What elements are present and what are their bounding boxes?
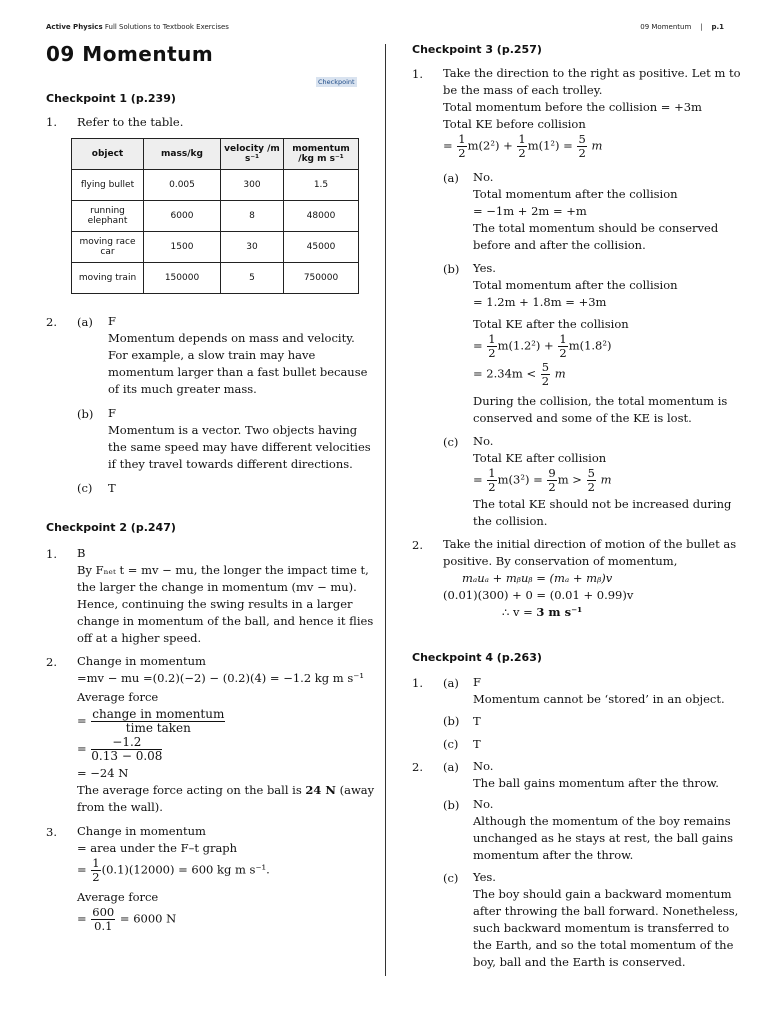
table-row — [72, 201, 359, 232]
explanation-line: if they travel towards different directions. — [108, 457, 353, 471]
term: m — [591, 138, 603, 153]
table-cell: 6000 — [144, 201, 221, 232]
conclusion-line: The total KE should not be increased during — [473, 497, 732, 511]
table-cell: 1500 — [144, 232, 221, 263]
denominator: 2 — [458, 146, 466, 160]
cp2-q1-number: 1. — [46, 547, 57, 561]
table-cell: 1.5 — [284, 170, 359, 201]
numerator: 1 — [518, 132, 526, 146]
cp2-q2-substitution: = $\frac{-1.2}{0.13 - 0.08}$ — [77, 735, 163, 763]
explanation-line: For example, a slow train may have — [108, 348, 316, 362]
numerator: 5 — [578, 132, 586, 146]
fraction — [457, 133, 466, 160]
cp3-ke-after-c: = $\frac{1}{2}$ m(3²) = $\frac{9}{2}$ m > $\frac{5}{2}$ m — [473, 466, 612, 494]
cp3-ke-after-b: = $\frac{1}{2}$ m(1.2²) + $\frac{1}{2}$ m(1.8²) — [473, 332, 612, 360]
header-subtitle: Full Solutions to Textbook Exercises — [104, 23, 229, 31]
cp4-q2c-label: (c) — [443, 871, 459, 885]
bold-answer: 3 m s⁻¹ — [536, 605, 583, 619]
fraction — [517, 133, 526, 160]
numerator: 9 — [548, 466, 556, 480]
text: (away — [339, 783, 375, 797]
cp3-q1b-answer — [473, 260, 678, 333]
table-cell: running elephant — [72, 201, 144, 232]
denominator: 2 — [92, 870, 100, 884]
text-line: Take the direction to the right as positive. Let m to — [443, 66, 741, 80]
working-line: Total KE after collision — [473, 451, 607, 465]
denominator: 2 — [548, 480, 556, 494]
fraction — [577, 133, 586, 160]
table-row — [72, 170, 359, 201]
answer-text: F — [108, 314, 116, 328]
cp1-q2a-answer — [108, 313, 367, 398]
table-cell: 300 — [221, 170, 284, 201]
result: = 6000 N — [119, 911, 177, 926]
denominator: 0.1 — [94, 919, 113, 933]
cp4-q2a-label: (a) — [443, 760, 459, 774]
fraction — [547, 467, 556, 494]
fraction — [587, 467, 596, 494]
cp2-q2-formula: = $\frac{\text{change in momentum}}{\text{time taken}}$ — [77, 707, 225, 735]
checkpoint2-heading: Checkpoint 2 (p.247) — [46, 521, 176, 534]
term: m — [600, 472, 612, 487]
answer-text: No. — [473, 759, 494, 773]
cp2-q3-average-force: = $\frac{600}{0.1}$ = 6000 N — [77, 905, 177, 933]
table-cell: 150000 — [144, 263, 221, 294]
denominator: 2 — [587, 480, 595, 494]
table-cell: flying bullet — [72, 170, 144, 201]
working-line: Take the initial direction of motion of the bullet as — [443, 537, 737, 551]
cp3-ke-before: = $\frac{1}{2}$ m(2²) + $\frac{1}{2}$ m(1²) = $\frac{5}{2}$ m — [443, 132, 603, 160]
working-line: Change in momentum — [77, 824, 206, 838]
cp2-q2-result — [77, 765, 374, 816]
answer-text: No. — [473, 170, 494, 184]
working-line: The total momentum should be conserved — [473, 221, 719, 235]
answer-text: F — [473, 675, 481, 689]
text-line: Total KE before collision — [443, 117, 586, 131]
numerator: 5 — [587, 466, 595, 480]
header-brand: Active Physics — [46, 23, 103, 31]
bold-answer: 24 N — [305, 783, 336, 797]
numerator: 600 — [92, 905, 115, 919]
cp3-q1b-conclusion — [473, 393, 727, 427]
running-header-left — [46, 23, 229, 31]
table-cell: moving train — [72, 263, 144, 294]
cp2-q2-number: 2. — [46, 655, 57, 669]
explanation-line: momentum after the throw. — [473, 848, 634, 862]
numerator: 1 — [92, 856, 100, 870]
checkpoint3-heading: Checkpoint 3 (p.257) — [412, 43, 542, 56]
explanation-line: the Earth, and so the total momentum of the — [473, 938, 734, 952]
running-header-right — [640, 23, 724, 31]
numerator: 1 — [488, 332, 496, 346]
cp2-q1-answer — [77, 545, 373, 647]
cp4-q1c-label: (c) — [443, 737, 459, 751]
cp4-q2b-answer — [473, 796, 733, 864]
cp4-q1a-answer — [473, 674, 725, 708]
fraction — [487, 467, 496, 494]
cp1-q2-number: 2. — [46, 315, 57, 329]
explanation-line: the larger the change in momentum (mv − mu). — [77, 580, 357, 594]
equation-line: mₐuₐ + mᵦuᵦ = (mₐ + mᵦ)v — [462, 571, 613, 585]
working-line: positive. By conservation of momentum, — [443, 554, 678, 568]
term: = 2.34m < — [473, 366, 537, 381]
denominator: 2 — [488, 346, 496, 360]
term: m(3²) = — [497, 472, 543, 487]
conclusion-line: from the wall). — [77, 800, 163, 814]
cp1-q1-text: Refer to the table. — [77, 115, 184, 129]
explanation-line: boy, ball and the Earth is conserved. — [473, 955, 686, 969]
table-cell: 45000 — [284, 232, 359, 263]
explanation-line: The boy should gain a backward momentum — [473, 887, 732, 901]
working-line: = −1m + 2m = +m — [473, 204, 587, 218]
fraction — [91, 708, 225, 735]
denominator: 2 — [541, 374, 550, 388]
fraction — [91, 906, 115, 933]
table-header: mass/kg — [144, 139, 221, 170]
answer-text: F — [108, 406, 116, 420]
denominator: 0.13 − 0.08 — [91, 749, 163, 763]
cp3-q2-number: 2. — [412, 538, 423, 552]
cp1-q2c-label: (c) — [77, 481, 93, 495]
cp3-q1c-label: (c) — [443, 435, 459, 449]
conclusion-line — [77, 782, 374, 799]
table-row — [72, 232, 359, 263]
working-line: (0.1)(12000) = 600 kg m s⁻¹. — [101, 862, 270, 877]
text-line: be the mass of each trolley. — [443, 83, 603, 97]
conclusion-line: the collision. — [473, 514, 548, 528]
momentum-table — [71, 138, 359, 294]
table-cell: 750000 — [284, 263, 359, 294]
cp4-q2c-answer — [473, 869, 738, 971]
table-header: velocity /m s⁻¹ — [221, 139, 284, 170]
numerator: change in momentum — [92, 707, 225, 721]
cp3-q1a-answer — [473, 169, 718, 254]
checkpoint1-heading: Checkpoint 1 (p.239) — [46, 92, 176, 105]
fraction — [541, 361, 550, 388]
cp3-q1b-label: (b) — [443, 262, 460, 276]
explanation-line: Hence, continuing the swing results in a larger — [77, 597, 353, 611]
text: The average force acting on the ball is — [77, 783, 302, 797]
checkpoint4-heading: Checkpoint 4 (p.263) — [412, 651, 542, 664]
equation-result — [502, 604, 582, 621]
cp4-q1a-label: (a) — [443, 676, 459, 690]
cp1-q2a-label: (a) — [77, 315, 93, 329]
term: m — [554, 366, 566, 381]
cp4-q1-number: 1. — [412, 676, 423, 690]
conclusion-line: conserved and some of the KE is lost. — [473, 411, 692, 425]
explanation-line: such backward momentum is transferred to — [473, 921, 730, 935]
cp3-ke-compare-b — [473, 361, 566, 388]
working-line: = −24 N — [77, 766, 129, 780]
page-title: 09 Momentum — [46, 42, 214, 66]
table-cell: moving race car — [72, 232, 144, 263]
working-line: Total momentum after the collision — [473, 187, 678, 201]
denominator: 2 — [488, 480, 496, 494]
numerator: 1 — [559, 332, 567, 346]
header-separator: | — [700, 23, 703, 31]
working-line: before and after the collision. — [473, 238, 646, 252]
term: m > — [557, 472, 582, 487]
table-header: object — [72, 139, 144, 170]
equation-line: (0.01)(300) + 0 = (0.01 + 0.99)v — [443, 588, 634, 602]
answer-text: No. — [473, 434, 494, 448]
term: m(1.2²) + — [497, 338, 554, 353]
text-line: Total momentum before the collision = +3m — [443, 100, 702, 114]
answer-text: B — [77, 546, 86, 560]
explanation-line: the same speed may have different velocities — [108, 440, 371, 454]
explanation-line: Although the momentum of the boy remains — [473, 814, 731, 828]
fraction — [558, 333, 567, 360]
denominator: 2 — [518, 146, 526, 160]
cp4-q2a-answer — [473, 758, 719, 792]
cp3-q2-working — [443, 536, 736, 570]
table-cell: 48000 — [284, 201, 359, 232]
cp3-q1-intro — [443, 65, 741, 133]
checkpoint-tag: Checkpoint — [318, 78, 355, 86]
fraction — [91, 857, 100, 884]
working-line: = area under the F–t graph — [77, 841, 238, 855]
term: m(1.8²) — [568, 338, 612, 353]
cp4-q2-number: 2. — [412, 760, 423, 774]
numerator: 1 — [458, 132, 466, 146]
cp4-q1c-answer: T — [473, 737, 481, 751]
term: m(2²) + — [467, 138, 513, 153]
answer-text: Yes. — [473, 261, 496, 275]
cp4-q1b-answer: T — [473, 714, 481, 728]
denominator: time taken — [125, 721, 191, 735]
working-line: Total momentum after the collision — [473, 278, 678, 292]
explanation-line: of its much greater mass. — [108, 382, 257, 396]
cp2-q3-area: = $\frac{1}{2}$ (0.1)(12000) = 600 kg m s⁻¹. — [77, 856, 270, 884]
answer-text: No. — [473, 797, 494, 811]
cp3-q1-number: 1. — [412, 67, 423, 81]
cp1-q2c-answer: T — [108, 481, 116, 495]
numerator: −1.2 — [91, 736, 162, 750]
working-line: =mv − mu =(0.2)(−2) − (0.2)(4) = −1.2 kg m s⁻¹ — [77, 671, 364, 685]
cp3-q1c-conclusion — [473, 496, 731, 530]
working-line: Average force — [77, 890, 159, 904]
denominator: 2 — [578, 146, 586, 160]
explanation-line: off at a higher speed. — [77, 631, 202, 645]
working-line: Change in momentum — [77, 654, 206, 668]
cp2-q3-number: 3. — [46, 825, 57, 839]
explanation-line: The ball gains momentum after the throw. — [473, 776, 719, 790]
term: m(1²) = — [527, 138, 573, 153]
header-page-number: p.1 — [711, 23, 724, 31]
table-header: momentum /kg m s⁻¹ — [284, 139, 359, 170]
conclusion-line: During the collision, the total momentum is — [473, 394, 728, 408]
cp4-q2b-label: (b) — [443, 798, 460, 812]
table-cell: 8 — [221, 201, 284, 232]
fraction — [487, 333, 496, 360]
table-header-row — [72, 139, 359, 170]
cp3-q1c-answer — [473, 433, 606, 467]
explanation-line: By Fₙₑₜ t = mv − mu, the longer the impact time t, — [77, 563, 369, 577]
working-line: Total KE after the collision — [473, 317, 629, 331]
explanation-line: Momentum is a vector. Two objects having — [108, 423, 358, 437]
cp1-q2b-answer — [108, 405, 371, 473]
cp3-q1a-label: (a) — [443, 171, 459, 185]
working-line: Average force — [77, 690, 159, 704]
cp1-q1-number: 1. — [46, 115, 57, 129]
text: ∴ v = — [502, 605, 533, 619]
numerator: 1 — [488, 466, 496, 480]
denominator: 2 — [559, 346, 567, 360]
working-line: = 1.2m + 1.8m = +3m — [473, 295, 607, 309]
explanation-line: Momentum depends on mass and velocity. — [108, 331, 355, 345]
header-chapter: 09 Momentum — [640, 23, 692, 31]
explanation-line: Momentum cannot be ‘stored’ in an object. — [473, 692, 725, 706]
cp2-q3-working — [77, 823, 237, 857]
cp2-q2-working — [77, 653, 364, 706]
table-cell: 30 — [221, 232, 284, 263]
explanation-line: unchanged as he stays at rest, the ball gains — [473, 831, 734, 845]
explanation-line: change in momentum of the ball, and hence it flies — [77, 614, 374, 628]
numerator: 5 — [541, 360, 550, 374]
explanation-line: after throwing the ball forward. Nonetheless, — [473, 904, 739, 918]
explanation-line: momentum larger than a fast bullet because — [108, 365, 368, 379]
answer-text: Yes. — [473, 870, 496, 884]
table-row — [72, 263, 359, 294]
table-cell: 0.005 — [144, 170, 221, 201]
column-divider — [385, 44, 386, 976]
cp4-q1b-label: (b) — [443, 714, 460, 728]
table-cell: 5 — [221, 263, 284, 294]
fraction — [91, 736, 162, 763]
cp1-q2b-label: (b) — [77, 407, 94, 421]
